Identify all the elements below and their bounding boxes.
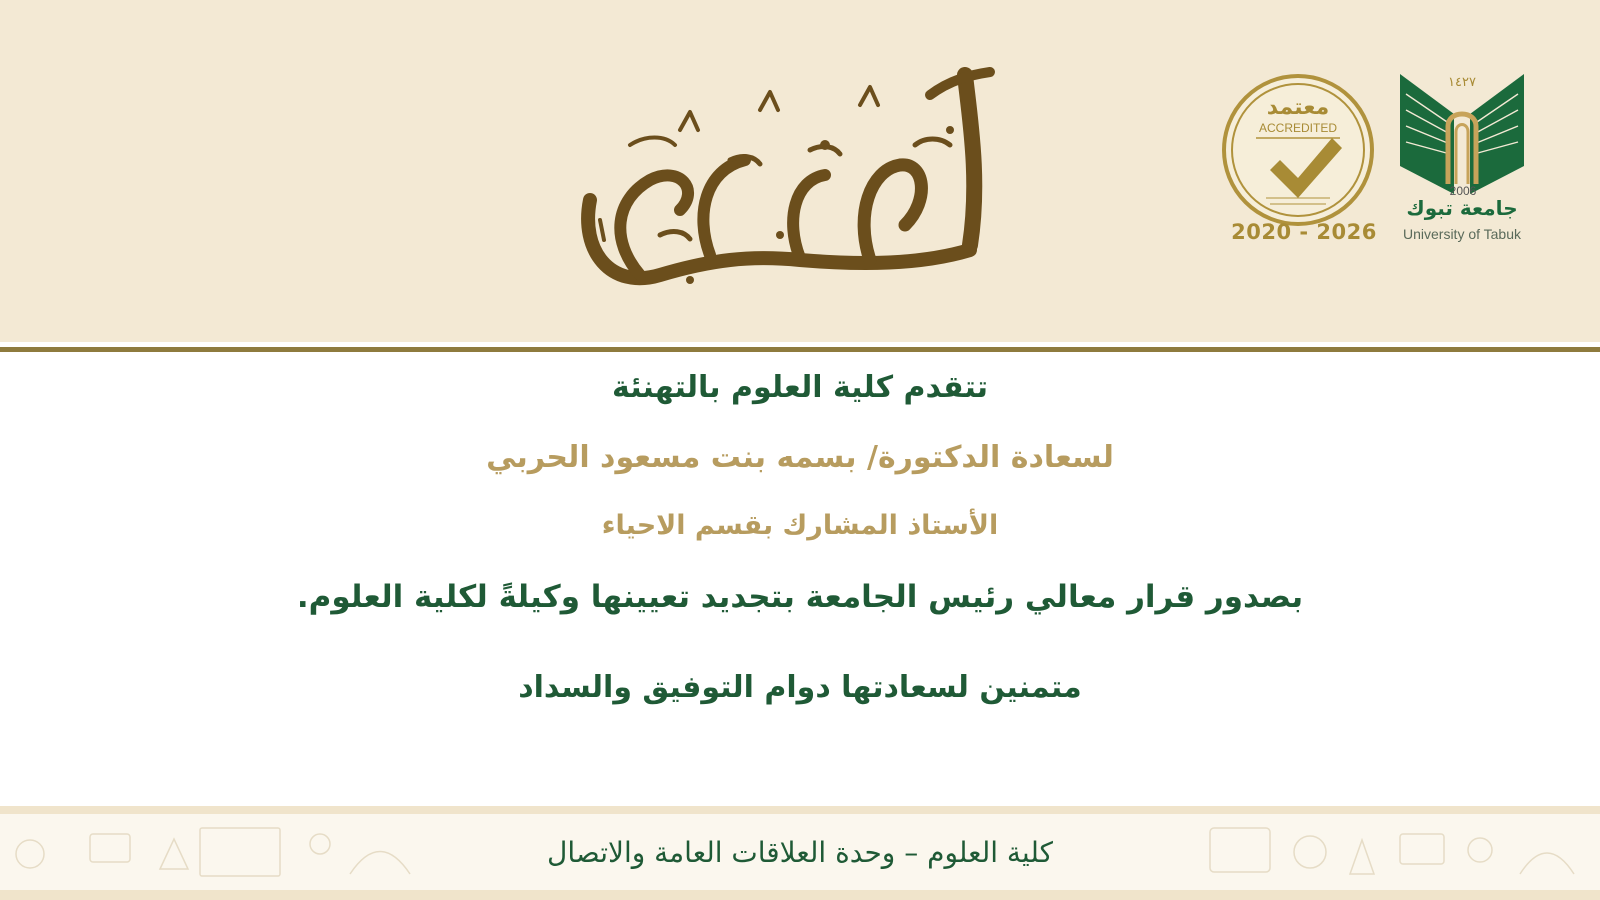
announcement-line: بصدور قرار معالي رئيس الجامعة بتجديد تعيينها وكيلةً لكلية العلوم. bbox=[296, 579, 1304, 615]
seal-label-en: ACCREDITED bbox=[1258, 121, 1338, 135]
wishes-line: متمنين لسعادتها دوام التوفيق والسداد bbox=[518, 670, 1082, 705]
footer-top-rule bbox=[0, 806, 1600, 814]
accreditation-years: 2020 - 2026 bbox=[1231, 220, 1377, 244]
footer-bottom-rule bbox=[0, 890, 1600, 900]
university-name-en: University of Tabuk bbox=[1402, 226, 1521, 242]
university-year: 2006 bbox=[1449, 184, 1477, 198]
seal-label-ar: معتمد bbox=[1266, 95, 1330, 120]
recipient-title: الأستاذ المشارك بقسم الاحياء bbox=[601, 510, 999, 541]
university-name-ar: جامعة تبوك bbox=[1406, 196, 1518, 220]
greeting-line: تتقدم كلية العلوم بالتهنئة bbox=[612, 370, 988, 405]
university-hijri-year: ١٤٢٧ bbox=[1448, 75, 1476, 90]
header-divider bbox=[0, 347, 1600, 352]
footer-text: كلية العلوم – وحدة العلاقات العامة والاتصال bbox=[547, 836, 1053, 869]
university-logo bbox=[1392, 66, 1532, 198]
recipient-name: لسعادة الدكتورة/ بسمه بنت مسعود الحربي bbox=[486, 440, 1114, 475]
calligraphy-title bbox=[570, 50, 1020, 300]
footer-band bbox=[0, 814, 1600, 890]
